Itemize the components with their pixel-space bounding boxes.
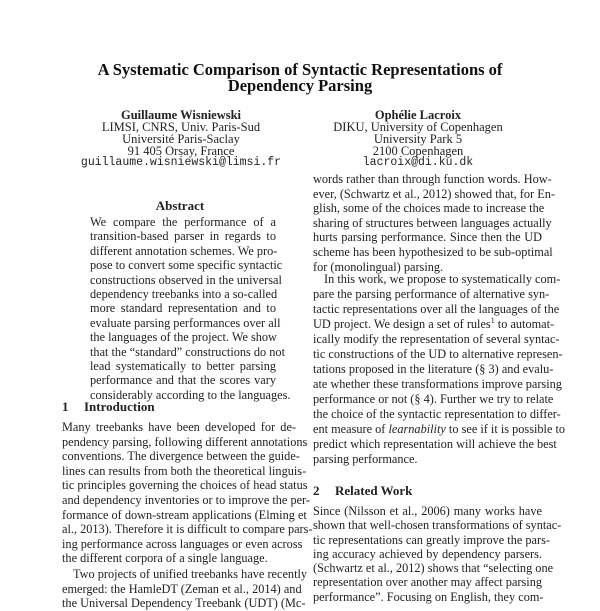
text-line: formance of down-stream applications (Elming et — [62, 507, 307, 522]
text-line: ing accuracy achieved by dependency parsers. — [313, 546, 542, 561]
text-line: (Schwartz et al., 2012) shows that “selecting one — [313, 561, 554, 576]
author-email: lacroix@di.ku.dk — [362, 156, 474, 169]
text-line: performance and that the scores vary — [90, 373, 276, 388]
text-line: ever, (Schwartz et al., 2012) showed that, for En- — [313, 186, 555, 201]
author-name: Ophélie Lacroix — [374, 108, 462, 122]
text-line: evaluate parsing performances over all — [90, 315, 281, 330]
text-line: words rather than through function words. How- — [313, 172, 552, 186]
text-line: the choice of the syntactic representation to differ- — [313, 407, 561, 421]
text-line: emerged: the HamleDT (Zeman et al., 2014) and — [62, 581, 302, 596]
introduction-paragraph-1 — [62, 420, 313, 566]
author-email: guillaume.wisniewski@limsi.fr — [80, 156, 282, 169]
text-line: that the “standard” constructions do not — [90, 344, 285, 359]
author-affiliation: DIKU, University of Copenhagen — [333, 120, 503, 134]
section-title: Related Work — [335, 483, 413, 498]
text-line: glish, some of the choices made to increase the — [313, 201, 545, 216]
abstract-heading: Abstract — [155, 198, 205, 213]
text-line: In this work, we propose to systematically com- — [324, 272, 561, 286]
text-line: lead systematically to better parsing — [90, 358, 276, 373]
author-affiliation: LIMSI, CNRS, Univ. Paris-Sud — [101, 120, 261, 134]
text-line: ing performance across languages or even across — [62, 536, 303, 551]
text-line: pare the parsing performance of alternative syn- — [313, 287, 550, 301]
text-line: transition-based parser in regards to — [90, 229, 276, 244]
text-line: ically modify the representation of several syntac- — [313, 332, 560, 346]
section-number: 1 — [62, 399, 69, 414]
text-line: lines can results from both the theoretical linguis- — [62, 463, 307, 478]
right-column-paragraph-1 — [313, 172, 555, 274]
introduction-paragraph-2 — [62, 567, 308, 611]
text-line: tations proposed in the literature (§ 3) and evalu- — [313, 362, 554, 376]
text-line: performance”. Focusing on English, they com- — [313, 589, 544, 604]
section-title: Introduction — [84, 399, 155, 414]
section-heading-related-work — [313, 483, 412, 499]
text-line: more standard representation and to — [90, 301, 276, 316]
paper-title-line-1: A Systematic Comparison of Syntactic Representations of — [97, 60, 503, 79]
related-work-paragraph — [313, 504, 562, 604]
text-line: sharing of structures between languages actually — [313, 215, 552, 230]
text-line: different annotation schemes. We pro- — [90, 243, 278, 258]
text-line: scheme has been hypothesized to be sub-optimal — [313, 244, 553, 259]
text-line: constructions observed in the universal — [90, 272, 282, 287]
text-line: the Universal Dependency Treebank (UDT) (Mc- — [62, 596, 306, 611]
text-line: hurts parsing performance. Since then the UD — [313, 230, 542, 245]
text-line: parsing performance. — [313, 452, 418, 466]
author-name: Guillaume Wisniewski — [120, 108, 242, 122]
text-line: UD project. We design a set of rules$^1$ to automat- — [313, 315, 555, 331]
text-line: dependency treebanks into a so-called — [90, 286, 278, 301]
author-block-1 — [51, 109, 311, 169]
paper-title-line-2: Dependency Parsing — [227, 76, 373, 95]
text-line: considerably according to the languages. — [90, 387, 291, 402]
text-line: pendency parsing, following different annotations — [62, 434, 308, 449]
text-line: al., 2013). Therefore it is difficult to compare pars- — [62, 522, 313, 537]
text-line: ent measure of learnability to see if it is possible to — [313, 422, 566, 436]
author-affiliation: Université Paris-Saclay — [122, 132, 240, 146]
author-address: 2100 Copenhagen — [372, 144, 464, 158]
text-line: tic constructions of the UD to alternative represen- — [313, 347, 563, 361]
text-line: and dependency inventories or to improve the per- — [62, 492, 310, 507]
text-line: tactic representations over all the languages of the — [313, 302, 560, 316]
text-line: shown that well-chosen transformations of syntac- — [313, 518, 562, 533]
text-line: Since (Nilsson et al., 2006) many works have — [313, 504, 542, 518]
author-address: 91 405 Orsay, France — [127, 144, 235, 158]
text-line: the languages of the project. We show — [90, 330, 277, 345]
text-line: Two projects of unified treebanks have recently — [73, 567, 308, 581]
text-line: for (monolingual) parsing. — [313, 259, 444, 274]
abstract-text — [90, 215, 291, 402]
text-line: predict which representation will achieve the best — [313, 437, 557, 451]
text-line: conventions. The divergence between the guide- — [62, 449, 300, 464]
section-heading-introduction — [62, 399, 155, 415]
text-line: pose to convert some specific syntactic — [90, 258, 283, 273]
text-line: We compare the performance of a — [90, 215, 276, 229]
text-line: tic principles governing the choices of head status — [62, 478, 308, 493]
text-line: the different corpora of a single language. — [62, 551, 268, 566]
text-line: performance or not (§ 4). Further we try to relate — [313, 392, 554, 406]
text-line: tic representations can greatly improve the pars- — [313, 532, 550, 547]
right-column-paragraph-2 — [313, 272, 566, 467]
author-block-2 — [288, 109, 548, 169]
section-number: 2 — [313, 483, 320, 498]
text-line: ate whether these transformations improve parsing — [313, 377, 562, 391]
text-line: Many treebanks have been developed for de- — [62, 420, 296, 434]
text-line: representation over another may affect parsing — [313, 575, 542, 590]
author-address: University Park 5 — [373, 132, 463, 146]
